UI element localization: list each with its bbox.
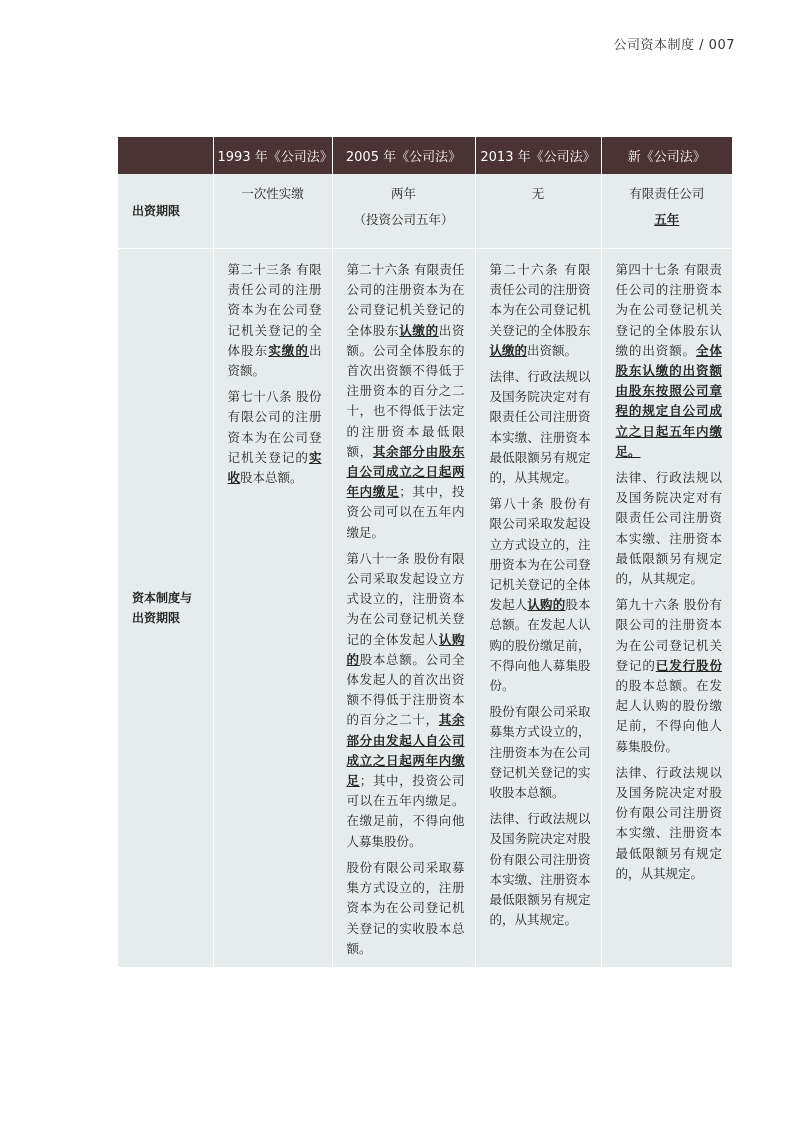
paragraph — [228, 387, 322, 488]
text-span: 的股本总额。在发起人认购的股份缴足前，不得向他人募集股份。 — [615, 678, 722, 754]
text-span: 出资额。 — [227, 342, 322, 379]
text-span: 第七十八条 股份有限公司的注册资本为在公司登记机关登记的 — [227, 389, 322, 465]
text-span: 第四十七条 有限责任公司的注册资本为在公司登记机关登记的全体股东认缴的出资额。 — [615, 262, 722, 358]
table-header-row — [118, 137, 732, 174]
paragraph — [490, 260, 591, 361]
emphasis-text: 其余部分由发起人自公司成立之日起两年内缴足 — [346, 712, 465, 789]
paragraph — [616, 595, 723, 757]
emphasis-text: 实收 — [227, 449, 322, 486]
header-new: 新《公司法》 — [601, 137, 732, 174]
paragraph: 法律、行政法规以及国务院决定对有限责任公司注册资本实缴、注册资本最低限额另有规定的，从其规定。 — [615, 470, 722, 587]
text-span: 第九十六条 股份有限公司的注册资本为在公司登记机关登记的 — [615, 597, 722, 673]
text-span: ；其中，投资公司可以在五年内缴足。 — [346, 484, 465, 540]
row-label-line1: 资本制度与 — [132, 590, 193, 605]
header-empty-cell — [118, 137, 213, 174]
paragraph — [616, 260, 723, 462]
text-span: 第八十条 股份有限公司采取发起设立方式设立的，注册资本为在公司登记机关登记的全体发起人 — [489, 496, 591, 613]
cell-new-text — [601, 249, 732, 968]
emphasis-text: 认缴的 — [399, 322, 439, 338]
emphasis-text: 其余部分由股东自公司成立之日起两年内缴足 — [346, 443, 465, 500]
row-label-line2: 出资期限 — [132, 610, 181, 625]
paragraph: 股份有限公司采取募集方式设立的，注册资本为在公司登记机关登记的实收股本总额。 — [489, 704, 591, 801]
cell-1993-deadline: 一次性实缴 — [213, 174, 332, 249]
cell-new-deadline-line1: 有限责任公司 — [629, 186, 705, 201]
cell-2013-deadline: 无 — [475, 174, 601, 249]
text-span: 出资额。 — [527, 342, 578, 358]
header-2013: 2013 年《公司法》 — [475, 137, 601, 174]
paragraph — [490, 494, 591, 696]
emphasis-text: 认缴的 — [489, 342, 528, 358]
cell-2005-text — [332, 249, 475, 968]
row-label-capital-system — [118, 249, 213, 968]
emphasis-text: 认购的 — [346, 631, 465, 667]
row-label-deadline: 出资期限 — [118, 174, 213, 249]
law-comparison-table — [118, 137, 732, 968]
header-1993: 1993 年《公司法》 — [213, 137, 332, 174]
table-row-capital-system — [118, 249, 732, 968]
emphasis-text: 实缴的 — [268, 342, 309, 358]
paragraph: 股份有限公司采取募集方式设立的，注册资本为在公司登记机关登记的实收股本总额。 — [346, 859, 465, 956]
paragraph — [347, 549, 465, 852]
cell-2005-deadline-line2: （投资公司五年） — [353, 212, 454, 228]
text-span: 第八十一条 股份有限公司采取发起设立方式设立的，注册资本为在公司登记机关登记的全体发起人 — [346, 550, 465, 647]
cell-2005-deadline — [332, 174, 475, 249]
cell-2013-text — [475, 249, 601, 968]
cell-new-deadline-line2: 五年 — [654, 212, 680, 228]
text-span: 第二十六条 有限责任公司的注册资本为在公司登记机关登记的全体股东 — [489, 262, 591, 338]
running-header: 公司资本制度 / 007 — [613, 38, 735, 53]
emphasis-text: 认购的 — [527, 597, 566, 613]
text-span: 股本总额。 — [240, 470, 303, 486]
table-row-deadline — [118, 174, 732, 249]
text-span: 第二十六条 有限责任公司的注册资本为在公司登记机关登记的全体股东 — [346, 262, 465, 338]
cell-1993-text — [213, 249, 332, 968]
paragraph — [228, 260, 322, 381]
cell-new-deadline — [601, 174, 732, 249]
text-span: 股本总额。公司全体发起人的首次出资额不得低于注册资本的百分之二十， — [346, 651, 465, 728]
paragraph: 法律、行政法规以及国务院决定对股份有限公司注册资本实缴、注册资本最低限额另有规定的，从其规定。 — [615, 764, 722, 881]
text-span: 股本总额。在发起人认购的股份缴足前，不得向他人募集股份。 — [489, 597, 591, 694]
text-span: 第二十三条 有限责任公司的注册资本为在公司登记机关登记的全体股东 — [227, 262, 322, 358]
paragraph — [347, 260, 465, 543]
emphasis-text: 已发行股份 — [655, 657, 722, 673]
cell-2005-deadline-line1: 两年 — [390, 186, 416, 201]
paragraph: 法律、行政法规以及国务院决定对有限责任公司注册资本实缴、注册资本最低限额另有规定的，从其规定。 — [489, 369, 591, 486]
paragraph: 法律、行政法规以及国务院决定对股份有限公司注册资本实缴、注册资本最低限额另有规定的，从其规定。 — [489, 811, 591, 928]
text-span: ；其中，投资公司可以在五年内缴足。在缴足前，不得向他人募集股份。 — [346, 773, 465, 849]
header-2005: 2005 年《公司法》 — [332, 137, 475, 174]
text-span: 出资额。公司全体股东的首次出资额不得低于注册资本的百分之二十，也不得低于法定的注册资本最低限额， — [346, 322, 465, 459]
emphasis-text: 全体股东认缴的出资额由股东按照公司章程的规定自公司成立之日起五年内缴足。 — [615, 342, 722, 459]
